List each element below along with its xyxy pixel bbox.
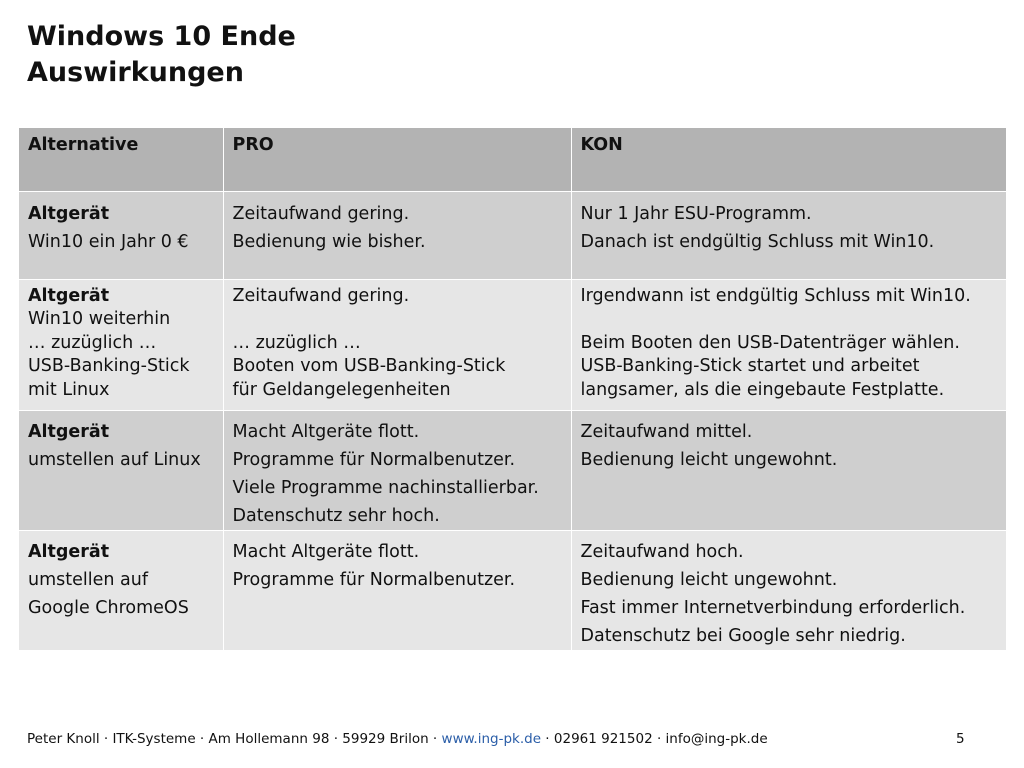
cell-line: Zeitaufwand hoch. bbox=[580, 541, 744, 562]
footer-phone-email: · 02961 921502 · info@ing-pk.de bbox=[541, 731, 768, 747]
cell-line: Bedienung leicht ungewohnt. bbox=[580, 569, 838, 590]
cell-line: Bedienung leicht ungewohnt. bbox=[580, 449, 838, 470]
header-kon: KON bbox=[571, 128, 1006, 191]
header-pro: PRO bbox=[223, 128, 571, 191]
cell-line: Altgerät bbox=[28, 285, 110, 306]
cell-line: für Geldangelegenheiten bbox=[232, 379, 451, 400]
cell-line: … zuzüglich … bbox=[28, 332, 157, 353]
cell-line: langsamer, als die eingebaute Festplatte. bbox=[580, 379, 945, 400]
cell-line: Zeitaufwand gering. bbox=[232, 203, 410, 224]
cell-line: Viele Programme nachinstallierbar. bbox=[232, 477, 539, 498]
cell-kon bbox=[571, 191, 1006, 279]
cell-pro bbox=[223, 279, 571, 410]
header-alternative: Alternative bbox=[19, 128, 223, 191]
cell-line: mit Linux bbox=[28, 379, 110, 400]
cell-kon bbox=[571, 530, 1006, 650]
table-row bbox=[19, 279, 1006, 410]
slide-title: Windows 10 Ende bbox=[27, 21, 296, 52]
cell-line: Altgerät bbox=[28, 421, 110, 442]
cell-line: Irgendwann ist endgültig Schluss mit Win10. bbox=[580, 285, 971, 306]
cell-line: Win10 weiterhin bbox=[28, 309, 171, 329]
cell-kon bbox=[571, 410, 1006, 530]
comparison-table-container bbox=[19, 128, 1006, 651]
cell-pro bbox=[223, 410, 571, 530]
comparison-table bbox=[19, 128, 1006, 651]
table-row bbox=[19, 410, 1006, 530]
cell-line: umstellen auf Linux bbox=[28, 449, 201, 470]
cell-line: Datenschutz bei Google sehr niedrig. bbox=[580, 625, 906, 646]
cell-line: Win10 ein Jahr 0 € bbox=[28, 231, 189, 252]
page-number: 5 bbox=[956, 731, 965, 747]
cell-alternative bbox=[19, 279, 223, 410]
table-row bbox=[19, 530, 1006, 650]
table-row bbox=[19, 191, 1006, 279]
cell-line: Google ChromeOS bbox=[28, 597, 189, 618]
cell-pro bbox=[223, 191, 571, 279]
cell-line: … zuzüglich … bbox=[232, 332, 361, 353]
cell-line: Altgerät bbox=[28, 203, 110, 224]
cell-line: Fast immer Internetverbindung erforderlich. bbox=[580, 597, 966, 618]
cell-line: Datenschutz sehr hoch. bbox=[232, 505, 440, 526]
cell-alternative bbox=[19, 191, 223, 279]
cell-line: Beim Booten den USB-Datenträger wählen. bbox=[580, 332, 960, 353]
cell-line: Zeitaufwand mittel. bbox=[580, 421, 753, 442]
line-gap bbox=[233, 308, 571, 332]
cell-line: Nur 1 Jahr ESU-Programm. bbox=[580, 203, 812, 224]
cell-line: Macht Altgeräte flott. bbox=[232, 541, 420, 562]
cell-line: Bedienung wie bisher. bbox=[232, 231, 426, 252]
footer-contact-text: Peter Knoll · ITK-Systeme · Am Hollemann 98 · 59929 Brilon · bbox=[27, 731, 442, 747]
cell-line: Zeitaufwand gering. bbox=[232, 285, 410, 306]
cell-line: USB-Banking-Stick startet und arbeitet bbox=[580, 356, 920, 376]
footer-website-link[interactable]: www.ing-pk.de bbox=[441, 731, 542, 747]
cell-alternative bbox=[19, 530, 223, 650]
table-header-row bbox=[19, 128, 1006, 191]
cell-kon bbox=[571, 279, 1006, 410]
line-gap bbox=[581, 308, 1007, 332]
slide-subtitle: Auswirkungen bbox=[27, 57, 244, 88]
cell-line: Programme für Normalbenutzer. bbox=[232, 449, 516, 470]
cell-line: Danach ist endgültig Schluss mit Win10. bbox=[580, 231, 935, 252]
cell-alternative bbox=[19, 410, 223, 530]
cell-pro bbox=[223, 530, 571, 650]
cell-line: Macht Altgeräte flott. bbox=[232, 421, 420, 442]
cell-line: Booten vom USB-Banking-Stick bbox=[232, 356, 506, 376]
cell-line: umstellen auf bbox=[28, 569, 149, 590]
footer bbox=[27, 731, 768, 747]
cell-line: Programme für Normalbenutzer. bbox=[232, 569, 516, 590]
cell-line: Altgerät bbox=[28, 541, 110, 562]
cell-line: USB-Banking-Stick bbox=[28, 356, 190, 376]
